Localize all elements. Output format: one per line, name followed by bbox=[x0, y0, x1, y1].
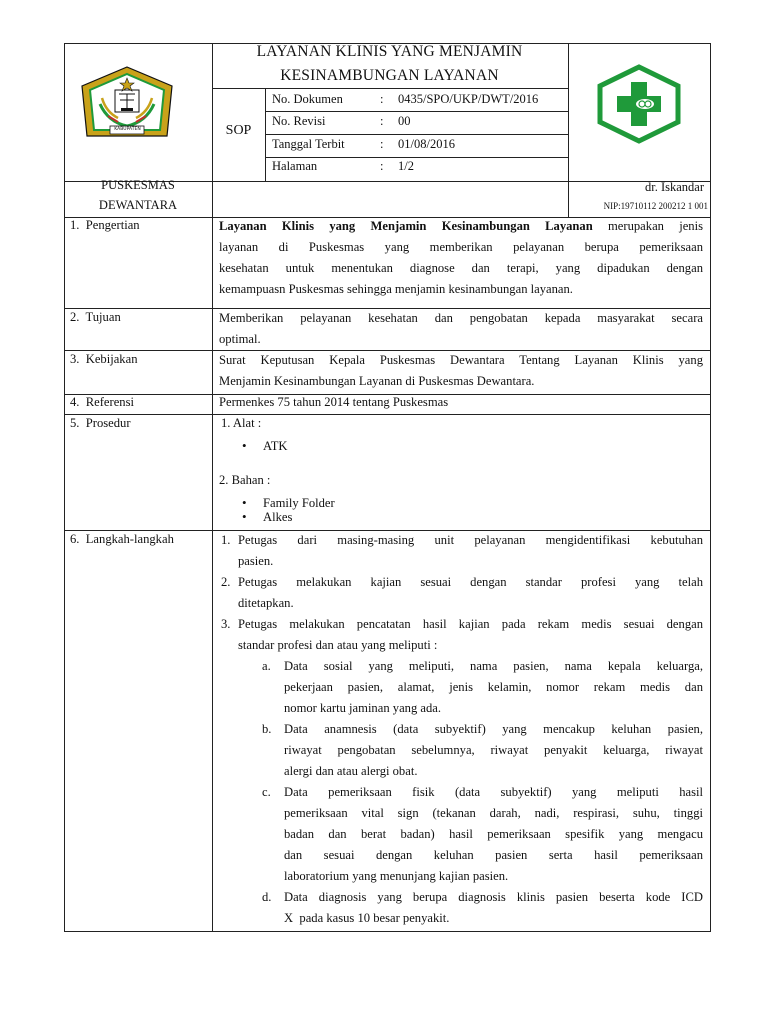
substep-a-text: Data sosial yang meliputi, nama pasien, nama kepala keluarga, pekerjaan pasien, alamat, jenis kelamin, nomor rekam medis dan nomor kartu jaminan yang ada. bbox=[284, 659, 703, 715]
pengertian-line-3: kesehatan untuk menentukan diagnose dan terapi, yang dipadukan dengan bbox=[219, 261, 703, 275]
meta-label-tanggal-terbit: Tanggal Terbit bbox=[272, 137, 345, 151]
section-label-pengertian: 1. Pengertian bbox=[70, 218, 140, 232]
meta-value-no-dokumen: 0435/SPO/UKP/DWT/2016 bbox=[398, 92, 539, 106]
pengertian-line-1: Layanan Klinis yang Menjamin Kesinambungan Layanan merupakan jenis bbox=[219, 219, 704, 233]
kebijakan-line-1: Surat Keputusan Kepala Puskesmas Dewantara Tentang Layanan Klinis yang bbox=[219, 353, 703, 367]
substep-c-letter: c. bbox=[262, 785, 271, 799]
pengertian-line-2: layanan di Puskesmas yang memberikan pelayanan berupa pemeriksaan bbox=[219, 240, 703, 254]
meta-sep: : bbox=[380, 92, 384, 106]
logo-ribbon-text: KABUPATEN bbox=[114, 127, 141, 132]
kebijakan-text bbox=[219, 350, 703, 392]
document-title-line1: LAYANAN KLINIS YANG MENJAMIN bbox=[256, 43, 523, 60]
section-label-kebijakan: 3. Kebijakan bbox=[70, 352, 138, 366]
section-label-langkah: 6. Langkah-langkah bbox=[70, 532, 174, 546]
org-name-line2: DEWANTARA bbox=[98, 198, 178, 212]
org-name-line1: PUSKESMAS bbox=[101, 178, 175, 192]
section-label-referensi: 4. Referensi bbox=[70, 395, 134, 409]
step-3-number: 3. bbox=[221, 617, 231, 631]
list-item: • Family Folder bbox=[219, 496, 519, 510]
step-2-text: Petugas melakukan kajian sesuai dengan standar profesi yang telah ditetapkan. bbox=[238, 575, 703, 610]
tujuan-text bbox=[219, 308, 703, 350]
meta-sep: : bbox=[380, 114, 384, 128]
step-3-text: Petugas melakukan pencatatan hasil kajian pada rekam medis sesuai dengan standar profesi dan atau yang meliputi : bbox=[238, 617, 703, 652]
list-item: • ATK bbox=[219, 439, 519, 453]
bahan-list bbox=[219, 496, 519, 524]
step-2-number: 2. bbox=[221, 575, 231, 589]
puskesmas-logo bbox=[594, 64, 684, 144]
pengertian-text bbox=[219, 216, 703, 300]
pengertian-term: Layanan Klinis yang Menjamin Kesinambungan Layanan bbox=[219, 219, 593, 233]
prosedur-bahan-title: 2. Bahan : bbox=[219, 473, 271, 487]
meta-sep: : bbox=[380, 159, 384, 173]
meta-label-no-dokumen: No. Dokumen bbox=[272, 92, 343, 106]
section-label-prosedur: 5. Prosedur bbox=[70, 416, 131, 430]
signer-name: dr. Iskandar bbox=[644, 180, 704, 194]
substep-c-text: Data pemeriksaan fisik (data subyektif) yang meliputi hasil pemeriksaan vital sign (tekanan darah, nadi, respirasi, suhu, tinggi badan dan berat badan) hasil pemeriksaan spesifik yang mengacu dan sesuai dengan keluhan pasien serta hasil pemeriksaan laboratorium yang menunjang kajian pasien. bbox=[284, 785, 703, 883]
tujuan-line-2: optimal. bbox=[219, 332, 261, 346]
list-item: • Alkes bbox=[219, 510, 519, 524]
meta-value-no-revisi: 00 bbox=[398, 114, 411, 128]
substep-d-letter: d. bbox=[262, 890, 272, 904]
alat-list bbox=[219, 439, 519, 453]
substep-b-text: Data anamnesis (data subyektif) yang mencakup keluhan pasien, riwayat pengobatan sebelumnya, riwayat penyakit keluarga, riwayat alergi dan atau alergi obat. bbox=[284, 722, 703, 778]
prosedur-alat-title: 1. Alat : bbox=[221, 416, 262, 430]
meta-label-halaman: Halaman bbox=[272, 159, 318, 173]
meta-label-no-revisi: No. Revisi bbox=[272, 114, 326, 128]
meta-value-tanggal-terbit: 01/08/2016 bbox=[398, 137, 455, 151]
substep-a-letter: a. bbox=[262, 659, 271, 673]
substep-d-text: Data diagnosis yang berupa diagnosis klinis pasien beserta kode ICD X pada kasus 10 besar penyakit. bbox=[284, 890, 703, 925]
step-1-text: Petugas dari masing-masing unit pelayanan mengidentifikasi kebutuhan pasien. bbox=[238, 533, 703, 568]
kebijakan-line-2: Menjamin Kesinambungan Layanan di Puskesmas Dewantara. bbox=[219, 374, 535, 388]
document-title-line2: KESINAMBUNGAN LAYANAN bbox=[280, 67, 499, 84]
regency-emblem-logo bbox=[78, 64, 176, 144]
step-1-number: 1. bbox=[221, 533, 231, 547]
meta-sep: : bbox=[380, 137, 384, 151]
signer-nip: NIP:19710112 200212 1 001 bbox=[603, 201, 708, 211]
pengertian-line-4: kemampuasn Puskesmas sehingga menjamin kesinambungan layanan. bbox=[219, 282, 573, 296]
sop-label: SOP bbox=[225, 123, 252, 138]
referensi-text: Permenkes 75 tahun 2014 tentang Puskesmas bbox=[219, 395, 449, 409]
tujuan-line-1: Memberikan pelayanan kesehatan dan pengobatan kepada masyarakat secara bbox=[219, 311, 703, 325]
section-label-tujuan: 2. Tujuan bbox=[70, 310, 121, 324]
meta-value-halaman: 1/2 bbox=[398, 159, 414, 173]
substep-b-letter: b. bbox=[262, 722, 272, 736]
